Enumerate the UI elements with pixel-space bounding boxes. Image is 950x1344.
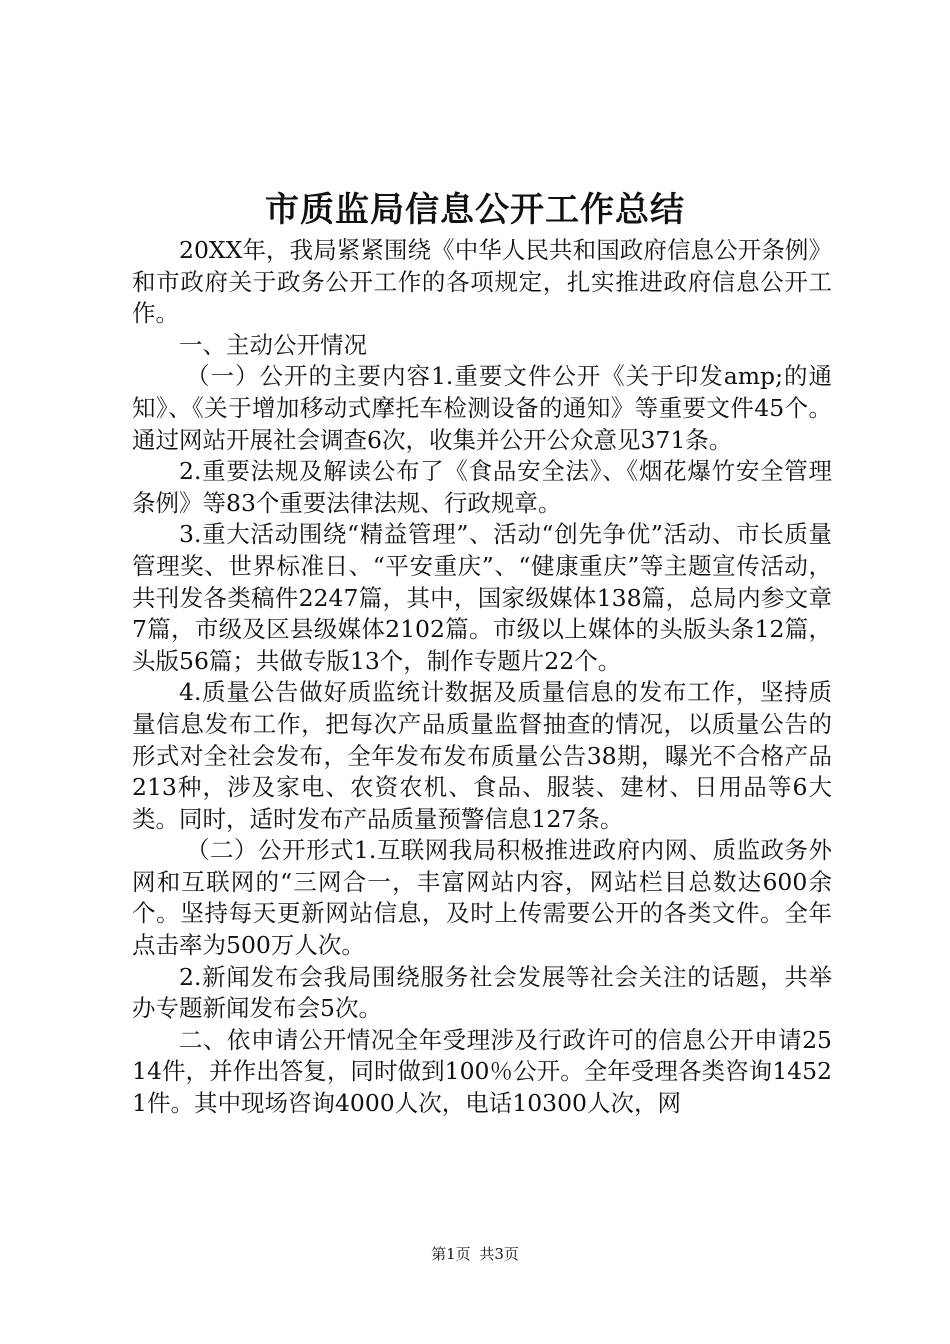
paragraph-main-content: （一）公开的主要内容1.重要文件公开《关于印发amp;的通知》、《关于增加移动式摩托车检测设备的通知》等重要文件45个。通过网站开展社会调查6次，收集并公开公众意见371条。 (132, 362, 832, 454)
paragraph-press-conference: 2.新闻发布会我局围绕服务社会发展等社会关注的话题，共举办专题新闻发布会5次。 (132, 962, 832, 1023)
paragraph-major-activities: 3.重大活动围绕“精益管理”、活动“创先争优”活动、市长质量管理奖、世界标准日、“平安重庆”、“健康重庆”等主题宣传活动，共刊发各类稿件2247篇，其中，国家级媒体138篇，总局内参文章7篇，市级及区县级媒体2102篇。市级以上媒体的头版头条12篇，头版56篇；共做专版13个，制作专题片22个。 (132, 520, 832, 675)
section-heading-proactive-disclosure: 一、主动公开情况 (179, 330, 367, 359)
document-body (132, 235, 832, 1120)
paragraph-intro: 20XX年，我局紧紧围绕《中华人民共和国政府信息公开条例》和市政府关于政务公开工作的各项规定，扎实推进政府信息公开工作。 (132, 236, 832, 328)
page-total: 共3页 (479, 1245, 519, 1263)
document-title: 市质监局信息公开工作总结 (265, 190, 685, 230)
paragraph-regulations: 2.重要法规及解读公布了《食品安全法》、《烟花爆竹安全管理条例》等83个重要法律法规、行政规章。 (132, 457, 832, 517)
page-number: 第1页 (431, 1245, 471, 1263)
paragraph-disclosure-forms: （二）公开形式1.互联网我局积极推进政府内网、质监政务外网和互联网的“三网合一，丰富网站内容，网站栏目总数达600余个。坚持每天更新网站信息，及时上传需要公开的各类文件。全年点击率为500万人次。 (132, 836, 832, 960)
page-footer (0, 1244, 950, 1264)
paragraph-request-disclosure: 二、依申请公开情况全年受理涉及行政许可的信息公开申请2514件，并作出答复，同时做到100％公开。全年受理各类咨询14521件。其中现场咨询4000人次，电话10300人次，网 (132, 1025, 832, 1118)
paragraph-quality-announcements: 4.质量公告做好质监统计数据及质量信息的发布工作，坚持质量信息发布工作，把每次产品质量监督抽查的情况，以质量公告的形式对全社会发布，全年发布发布质量公告38期，曝光不合格产品213种，涉及家电、农资农机、食品、服装、建材、日用品等6大类。同时，适时发布产品质量预警信息127条。 (132, 678, 832, 833)
